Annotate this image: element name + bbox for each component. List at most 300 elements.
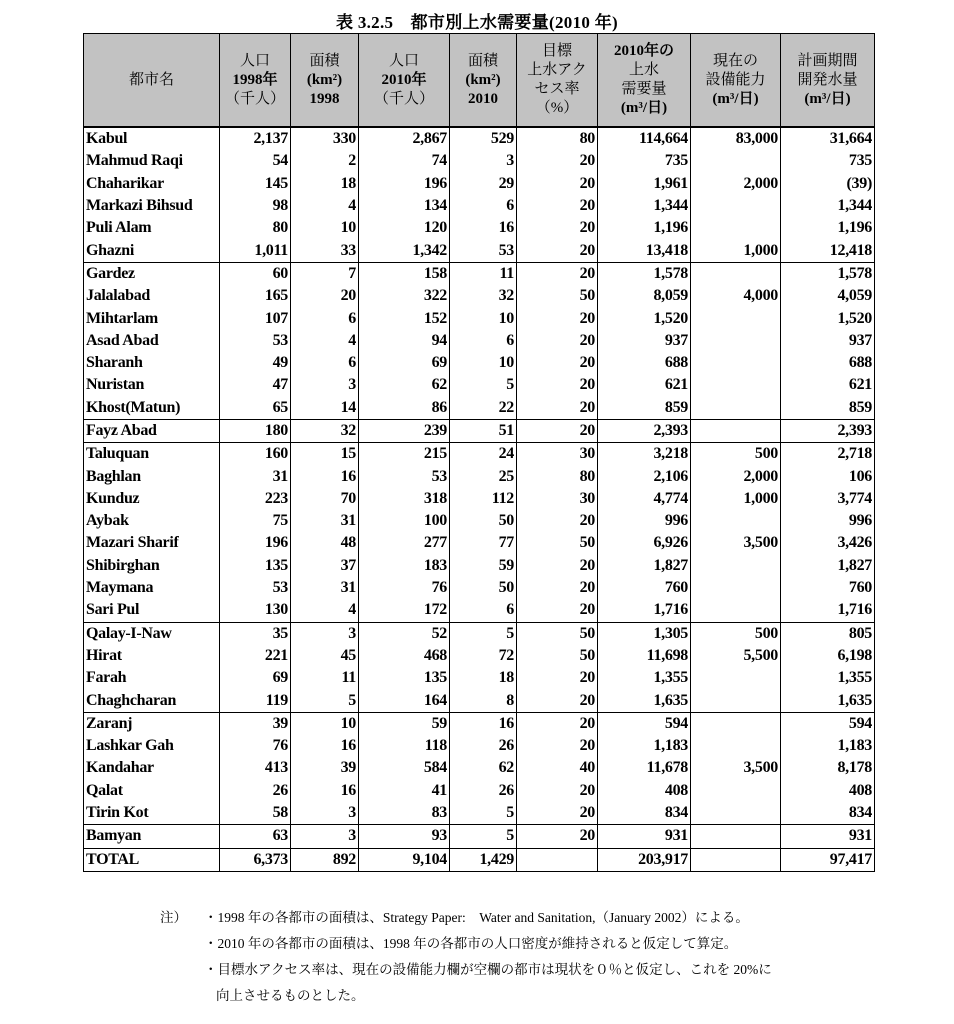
column-header-area-2010 (450, 34, 517, 128)
header-line: 上水アク (527, 62, 587, 78)
value-cell: 3,500 (691, 532, 781, 554)
header-line: 上水 (628, 62, 659, 78)
value-cell: 33 (291, 239, 359, 262)
value-cell: 196 (220, 532, 291, 554)
header-line: 設備能力 (705, 71, 766, 88)
table-row (84, 127, 875, 150)
value-cell (691, 217, 781, 239)
value-cell: 5 (450, 802, 517, 825)
value-cell: 735 (598, 150, 691, 172)
city-name-cell: Maymana (84, 577, 220, 599)
value-cell: 500 (691, 443, 781, 466)
column-header-population-1998 (220, 34, 291, 128)
value-cell: 322 (359, 285, 450, 307)
value-cell: 10 (450, 352, 517, 374)
value-cell: 621 (781, 374, 875, 396)
column-header-population-2010 (359, 34, 450, 128)
value-cell (691, 262, 781, 285)
value-cell: 83,000 (691, 127, 781, 150)
value-cell: 1,355 (598, 667, 691, 689)
value-cell: 107 (220, 307, 291, 329)
city-name-cell: Zaranj (84, 712, 220, 735)
value-cell: 3 (291, 374, 359, 396)
value-cell: 4 (291, 599, 359, 622)
value-cell: 1,305 (598, 622, 691, 645)
value-cell: 120 (359, 217, 450, 239)
value-cell: 2,393 (781, 419, 875, 442)
value-cell: 39 (220, 712, 291, 735)
value-cell (691, 307, 781, 329)
value-cell: 11,698 (598, 645, 691, 667)
value-cell: 834 (781, 802, 875, 825)
value-cell: 1,961 (598, 173, 691, 195)
value-cell: 5 (450, 374, 517, 396)
value-cell: 12,418 (781, 239, 875, 262)
value-cell: 45 (291, 645, 359, 667)
header-line: 人口 (388, 52, 419, 69)
value-cell: 165 (220, 285, 291, 307)
table-title: 表 3.2.5 都市別上水需要量(2010 年) (335, 13, 619, 32)
value-cell: 408 (598, 780, 691, 802)
total-value (517, 848, 598, 871)
value-cell (691, 825, 781, 848)
value-cell (691, 374, 781, 396)
table-row (84, 195, 875, 217)
value-cell (691, 330, 781, 352)
value-cell: 859 (781, 397, 875, 420)
city-name-cell: Asad Abad (84, 330, 220, 352)
total-value: 203,917 (598, 848, 691, 871)
value-cell: 41 (359, 780, 450, 802)
value-cell: 3,218 (598, 443, 691, 466)
value-cell: 20 (517, 150, 598, 172)
header-line: 目標 (541, 43, 572, 59)
city-name-cell: Puli Alam (84, 217, 220, 239)
value-cell: 1,520 (598, 307, 691, 329)
value-cell: 14 (291, 397, 359, 420)
value-cell: 760 (598, 577, 691, 599)
value-cell: 158 (359, 262, 450, 285)
value-cell (691, 667, 781, 689)
header-line: （千人） (224, 90, 285, 107)
value-cell: 16 (291, 780, 359, 802)
table-row (84, 825, 875, 848)
total-value: 1,429 (450, 848, 517, 871)
value-cell: 30 (517, 443, 598, 466)
total-label: TOTAL (84, 848, 220, 871)
city-name-cell: Chaharikar (84, 173, 220, 195)
total-value: 97,417 (781, 848, 875, 871)
value-cell: 60 (220, 262, 291, 285)
value-cell: 6 (450, 195, 517, 217)
city-name-cell: Aybak (84, 510, 220, 532)
value-cell (691, 599, 781, 622)
value-cell: 20 (517, 262, 598, 285)
value-cell: 26 (450, 735, 517, 757)
value-cell: 4 (291, 195, 359, 217)
value-cell: 2,137 (220, 127, 291, 150)
value-cell: 31,664 (781, 127, 875, 150)
value-cell: 931 (781, 825, 875, 848)
value-cell: 1,578 (598, 262, 691, 285)
value-cell: 1,196 (781, 217, 875, 239)
value-cell: 20 (517, 510, 598, 532)
value-cell: 72 (450, 645, 517, 667)
value-cell: 18 (450, 667, 517, 689)
value-cell: 22 (450, 397, 517, 420)
value-cell: 52 (359, 622, 450, 645)
total-value: 892 (291, 848, 359, 871)
table-row (84, 599, 875, 622)
city-name-cell: Baghlan (84, 465, 220, 487)
value-cell: 20 (517, 352, 598, 374)
table-row (84, 285, 875, 307)
city-name-cell: Qalay-I-Naw (84, 622, 220, 645)
value-cell: 1,011 (220, 239, 291, 262)
column-header-demand-2010 (598, 34, 691, 128)
table-row (84, 262, 875, 285)
value-cell: 98 (220, 195, 291, 217)
city-name-cell: Qalat (84, 780, 220, 802)
value-cell: 26 (220, 780, 291, 802)
value-cell: 1,183 (781, 735, 875, 757)
value-cell: 1,827 (781, 555, 875, 577)
value-cell: 594 (781, 712, 875, 735)
value-cell: 1,578 (781, 262, 875, 285)
value-cell: 58 (220, 802, 291, 825)
header-line: 都市名 (128, 71, 174, 88)
city-name-cell: Lashkar Gah (84, 735, 220, 757)
column-header-current-capacity (691, 34, 781, 128)
value-cell: 277 (359, 532, 450, 554)
value-cell: 8,059 (598, 285, 691, 307)
value-cell: 172 (359, 599, 450, 622)
value-cell: 1,520 (781, 307, 875, 329)
value-cell: 10 (291, 217, 359, 239)
value-cell: 35 (220, 622, 291, 645)
value-cell: 53 (359, 465, 450, 487)
value-cell: 413 (220, 757, 291, 779)
value-cell: 26 (450, 780, 517, 802)
column-header-planned-development (781, 34, 875, 128)
value-cell: 20 (291, 285, 359, 307)
city-name-cell: Hirat (84, 645, 220, 667)
city-name-cell: Khost(Matun) (84, 397, 220, 420)
value-cell: 83 (359, 802, 450, 825)
value-cell: 1,183 (598, 735, 691, 757)
value-cell: 164 (359, 689, 450, 712)
value-cell (691, 689, 781, 712)
value-cell: 215 (359, 443, 450, 466)
value-cell: 6,198 (781, 645, 875, 667)
value-cell: 1,635 (781, 689, 875, 712)
value-cell: 49 (220, 352, 291, 374)
value-cell: 134 (359, 195, 450, 217)
city-name-cell: Kunduz (84, 488, 220, 510)
note-3-continuation: 向上させるものとした。 (216, 988, 365, 1003)
value-cell: 7 (291, 262, 359, 285)
value-cell: 5 (450, 825, 517, 848)
value-cell: 20 (517, 689, 598, 712)
value-cell: 65 (220, 397, 291, 420)
value-cell: 4,774 (598, 488, 691, 510)
value-cell: 8,178 (781, 757, 875, 779)
value-cell: 10 (291, 712, 359, 735)
value-cell: 29 (450, 173, 517, 195)
value-cell: 152 (359, 307, 450, 329)
value-cell: 20 (517, 825, 598, 848)
note-3: ・目標水アクセス率は、現在の設備能力欄が空欄の都市は現状を０％と仮定し、これを 20%に (204, 962, 772, 977)
city-name-cell: Mihtarlam (84, 307, 220, 329)
value-cell: 53 (220, 577, 291, 599)
value-cell: 30 (517, 488, 598, 510)
value-cell (691, 712, 781, 735)
value-cell: 69 (359, 352, 450, 374)
value-cell: 94 (359, 330, 450, 352)
value-cell: 62 (450, 757, 517, 779)
value-cell: 13,418 (598, 239, 691, 262)
table-row (84, 577, 875, 599)
value-cell: 16 (291, 465, 359, 487)
value-cell: 20 (517, 802, 598, 825)
value-cell: 223 (220, 488, 291, 510)
value-cell: 50 (517, 285, 598, 307)
value-cell: 996 (781, 510, 875, 532)
value-cell: 20 (517, 735, 598, 757)
table-row (84, 510, 875, 532)
value-cell: 6 (450, 330, 517, 352)
notes (160, 905, 772, 1009)
table-row (84, 465, 875, 487)
value-cell: 1,716 (781, 599, 875, 622)
value-cell: 408 (781, 780, 875, 802)
value-cell: 145 (220, 173, 291, 195)
value-cell: 584 (359, 757, 450, 779)
value-cell: 80 (517, 127, 598, 150)
value-cell: 859 (598, 397, 691, 420)
value-cell: 931 (598, 825, 691, 848)
value-cell: 25 (450, 465, 517, 487)
table-row (84, 374, 875, 396)
value-cell (691, 419, 781, 442)
table-row (84, 173, 875, 195)
notes-label: 注） (160, 910, 187, 925)
value-cell: 2,000 (691, 465, 781, 487)
value-cell: 688 (781, 352, 875, 374)
value-cell (691, 780, 781, 802)
value-cell: 63 (220, 825, 291, 848)
value-cell: 106 (781, 465, 875, 487)
value-cell: 805 (781, 622, 875, 645)
table-row (84, 712, 875, 735)
value-cell: 80 (220, 217, 291, 239)
column-header-city-name (84, 34, 220, 128)
value-cell: 20 (517, 599, 598, 622)
header-line: 面積 (309, 52, 340, 69)
value-cell: 32 (291, 419, 359, 442)
value-cell: 47 (220, 374, 291, 396)
table-row (84, 488, 875, 510)
value-cell: 330 (291, 127, 359, 150)
total-value: 6,373 (220, 848, 291, 871)
value-cell (691, 577, 781, 599)
header-line: 2010年の (613, 43, 674, 59)
value-cell: 15 (291, 443, 359, 466)
header-line: 計画期間 (797, 52, 858, 69)
value-cell: 112 (450, 488, 517, 510)
value-cell: 937 (781, 330, 875, 352)
total-row (84, 848, 875, 871)
value-cell: 20 (517, 555, 598, 577)
value-cell: 59 (450, 555, 517, 577)
total-value (691, 848, 781, 871)
value-cell: 75 (220, 510, 291, 532)
value-cell: 20 (517, 195, 598, 217)
value-cell: 1,355 (781, 667, 875, 689)
value-cell: 996 (598, 510, 691, 532)
value-cell: 20 (517, 374, 598, 396)
header-line: (km²) (465, 71, 501, 88)
value-cell: 6 (291, 307, 359, 329)
value-cell: 93 (359, 825, 450, 848)
header-line: 面積 (467, 52, 498, 69)
header-line: (m³/日) (804, 90, 851, 107)
value-cell: 53 (450, 239, 517, 262)
table-row (84, 239, 875, 262)
value-cell: 62 (359, 374, 450, 396)
value-cell: 937 (598, 330, 691, 352)
value-cell: 3 (291, 802, 359, 825)
header-line: セス率 (534, 81, 580, 97)
value-cell: 2,106 (598, 465, 691, 487)
value-cell: 76 (220, 735, 291, 757)
value-cell: 20 (517, 780, 598, 802)
value-cell: 468 (359, 645, 450, 667)
value-cell: 20 (517, 397, 598, 420)
value-cell: 51 (450, 419, 517, 442)
value-cell: 2,393 (598, 419, 691, 442)
table-row (84, 645, 875, 667)
value-cell: 20 (517, 239, 598, 262)
value-cell: 3,426 (781, 532, 875, 554)
value-cell: 40 (517, 757, 598, 779)
table-row (84, 735, 875, 757)
value-cell: 3 (291, 825, 359, 848)
water-demand-table (83, 33, 875, 872)
value-cell: 20 (517, 217, 598, 239)
value-cell: 31 (291, 510, 359, 532)
value-cell: 135 (220, 555, 291, 577)
value-cell: 1,827 (598, 555, 691, 577)
value-cell: 160 (220, 443, 291, 466)
value-cell: 24 (450, 443, 517, 466)
value-cell: 50 (517, 645, 598, 667)
value-cell: 11 (450, 262, 517, 285)
value-cell: 20 (517, 307, 598, 329)
header-line: 1998年 (232, 71, 278, 88)
value-cell: 69 (220, 667, 291, 689)
value-cell: 118 (359, 735, 450, 757)
value-cell (691, 150, 781, 172)
header-line: 人口 (239, 52, 270, 69)
value-cell (691, 555, 781, 577)
city-name-cell: Jalalabad (84, 285, 220, 307)
value-cell: 31 (291, 577, 359, 599)
value-cell: (39) (781, 173, 875, 195)
city-name-cell: Sharanh (84, 352, 220, 374)
table-row (84, 419, 875, 442)
value-cell: 130 (220, 599, 291, 622)
value-cell: 4 (291, 330, 359, 352)
value-cell: 594 (598, 712, 691, 735)
table-row (84, 622, 875, 645)
value-cell: 37 (291, 555, 359, 577)
table-row (84, 689, 875, 712)
table-row (84, 802, 875, 825)
value-cell: 11 (291, 667, 359, 689)
value-cell: 74 (359, 150, 450, 172)
value-cell: 1,344 (781, 195, 875, 217)
value-cell: 3,500 (691, 757, 781, 779)
value-cell: 20 (517, 712, 598, 735)
header-line: （千人） (373, 90, 434, 107)
value-cell: 50 (517, 622, 598, 645)
value-cell: 114,664 (598, 127, 691, 150)
column-header-target-access-rate (517, 34, 598, 128)
value-cell: 1,196 (598, 217, 691, 239)
header-line: （%） (535, 100, 579, 116)
value-cell: 2,718 (781, 443, 875, 466)
note-1: ・1998 年の各都市の面積は、Strategy Paper: Water and Sanitation,（January 2002）による。 (204, 910, 749, 925)
value-cell: 735 (781, 150, 875, 172)
table-row (84, 150, 875, 172)
value-cell (691, 510, 781, 532)
table-row (84, 780, 875, 802)
city-name-cell: Taluquan (84, 443, 220, 466)
value-cell: 119 (220, 689, 291, 712)
value-cell: 2,867 (359, 127, 450, 150)
value-cell: 54 (220, 150, 291, 172)
value-cell: 20 (517, 173, 598, 195)
value-cell: 20 (517, 667, 598, 689)
value-cell: 834 (598, 802, 691, 825)
value-cell: 2 (291, 150, 359, 172)
value-cell: 50 (517, 532, 598, 554)
header-line: 2010年 (381, 71, 427, 88)
header-line: 2010 (468, 90, 498, 107)
value-cell: 10 (450, 307, 517, 329)
value-cell: 3,774 (781, 488, 875, 510)
value-cell: 20 (517, 419, 598, 442)
value-cell: 4,059 (781, 285, 875, 307)
value-cell: 20 (517, 330, 598, 352)
city-name-cell: Fayz Abad (84, 419, 220, 442)
header-line: (m³/日) (620, 100, 668, 116)
value-cell (691, 735, 781, 757)
city-name-cell: Farah (84, 667, 220, 689)
city-name-cell: Gardez (84, 262, 220, 285)
city-name-cell: Mahmud Raqi (84, 150, 220, 172)
value-cell: 318 (359, 488, 450, 510)
value-cell: 1,000 (691, 488, 781, 510)
value-cell: 16 (291, 735, 359, 757)
table-row (84, 330, 875, 352)
value-cell: 86 (359, 397, 450, 420)
value-cell: 48 (291, 532, 359, 554)
value-cell: 135 (359, 667, 450, 689)
value-cell: 5,500 (691, 645, 781, 667)
value-cell: 11,678 (598, 757, 691, 779)
